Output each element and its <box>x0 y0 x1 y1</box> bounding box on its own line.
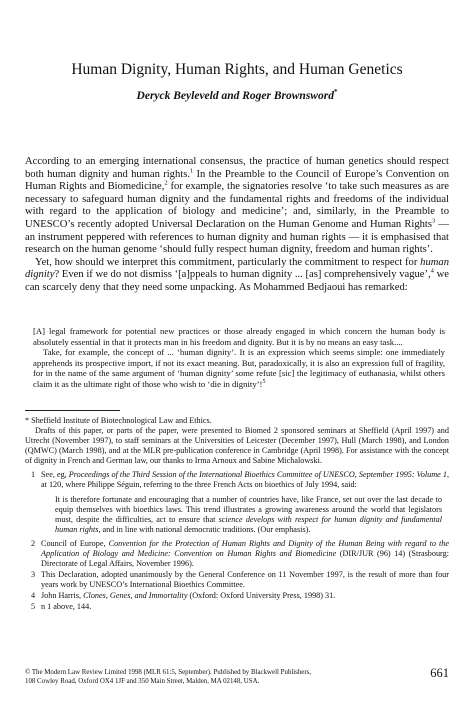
footnote-3 <box>25 570 449 590</box>
footnote-ref: 3 <box>432 217 436 225</box>
footnote-2 <box>25 539 449 569</box>
article-authors <box>0 88 474 102</box>
body-text: — an instrument peppered with references to human dignity and human rights — it is emphasised that research on the human genome ‘should fully respect human dignity, freedom and human rights’. <box>25 218 449 256</box>
publisher-address: 108 Cowley Road, Oxford OX4 1JF and 350 Main Street, Malden, MA 02148, USA. <box>25 677 260 685</box>
footnote-ref: 2 <box>164 179 168 187</box>
footnote-fragment: (Oxford: Oxford University Press, 1998) 31. <box>187 591 336 600</box>
footnote-number: 4 <box>30 591 36 600</box>
footnote-fragment: See, eg, <box>41 470 69 479</box>
body-emphasis: human dignity <box>25 256 449 281</box>
footnote-number: 5 <box>30 602 36 611</box>
author-names: Deryck Beyleveld and Roger Brownsword <box>136 89 334 102</box>
footnote-1-quote <box>55 495 442 535</box>
drafts-note: Drafts of this paper, or parts of the paper, were presented to Biomed 2 sponsored seminars at Sheffield (April 1997) and Utrecht (November 1997), to staff seminars at the Universities of Leicester (December 1997), Hull (March 1998), and London (QMWC) (March 1998), and at the MLR pre-publication conference in Cambridge (April 1998). For assistance with the concept of dignity in French and German law, our thanks to Irma Arnoux and Sabine Michalowski. <box>25 426 449 465</box>
footnote-ref: 1 <box>189 167 194 175</box>
footnote-fragment: , and in line with national democratic traditions. (Our emphasis). <box>98 525 311 534</box>
footnote-ref: 4 <box>430 267 434 275</box>
footnote-emphasis: Clones, Genes, and Immortality <box>83 591 188 600</box>
body-text: According to an emerging international consensus, the practice of human genetics should respect both human dignity and human rights. <box>25 156 449 180</box>
body-text: ? Even if we do not dismiss ‘[a]ppeals to human dignity ... [as] comprehensively vague’, <box>54 269 431 281</box>
footnote-fragment: It is therefore fortunate and encouraging that a number of countries have, like France, set out over the last decade to equip themselves with bioethics laws. This trend illustrates a growing awareness around the world that legislators must, despite the difficulties, act to ensure that <box>55 495 442 524</box>
footnote-text: n 1 above, 144. <box>41 602 92 611</box>
footnote-number: 3 <box>30 570 36 579</box>
quote-text: Take, for example, the concept of ... ‘human dignity’. It is an expression which seems simple: one immediately apprehends its prospective import, if not its exact meaning. But, paradoxically, it is also an expression full of fragility, for in the name of the same argument of ‘human dignity’ some refute [sic] the legitimacy of euthanasia, whilst others claim it as the ultimate right of those who wish to ‘die in dignity’! <box>33 347 445 389</box>
footnote-fragment: (DIR/JUR (96) 14) (Strasbourg: Directorate of Legal Affairs, November 1996). <box>41 549 449 568</box>
footnote-number: 2 <box>30 539 36 548</box>
footnote-text <box>41 591 449 601</box>
footnote-emphasis: science develops with respect for human dignity and fundamental human rights <box>55 515 442 534</box>
footnote-emphasis: Proceedings of the Third Session of the International Bioethics Committee of UNESCO, September 1995: Volume 1 <box>68 470 447 479</box>
quote-paragraph <box>33 347 445 389</box>
body-text: we can scarcely deny that they need some unpacking. As Mohammed Bedjaoui has remarked: <box>25 269 449 293</box>
footnote-5 <box>25 602 449 612</box>
body-paragraph <box>25 156 449 257</box>
affiliation-note: * Sheffield Institute of Biotechnological Law and Ethics. <box>25 416 212 425</box>
footnote-divider <box>25 410 120 411</box>
block-quote <box>33 326 445 390</box>
footnote-4 <box>25 591 449 601</box>
footnote-text <box>41 539 449 569</box>
author-footnote-mark: * <box>333 88 338 96</box>
article-title: Human Dignity, Human Rights, and Human Genetics <box>71 61 403 78</box>
article-body <box>25 156 449 295</box>
footnote-fragment: Council of Europe, <box>41 539 109 548</box>
page-number: 661 <box>430 666 449 680</box>
footnote-fragment: , at 120, where Philippe Séguin, referring to the three French Acts on bioethics of July 1994, said: <box>41 470 449 489</box>
footnote-text <box>41 470 449 490</box>
copyright-line: © The Modern Law Review Limited 1998 (MLR 61:5, September). Published by Blackwell Publishers, <box>25 669 312 676</box>
footnote-number: 1 <box>30 470 36 479</box>
footnotes <box>25 416 449 612</box>
footnote-text: This Declaration, adopted unanimously by the General Conference on 11 November 1997, is the result of more than four years work by UNESCO’s International Bioethics Committee. <box>41 570 449 589</box>
body-text: In the Preamble to the Council of Europe’s Convention on Human Rights and Biomedicine, <box>25 168 450 193</box>
footnote-emphasis: Convention for the Protection of Human Rights and Dignity of the Human Being with regard to the Application of Biology and Medicine: Convention on Human Rights and Biomedicine <box>41 539 450 558</box>
footnote-fragment: John Harris, <box>41 591 84 600</box>
body-paragraph <box>25 257 449 295</box>
copyright-footer <box>25 669 449 686</box>
footnote-ref: 5 <box>262 379 266 386</box>
body-text: for example, the signatories resolve ‘to take such measures as are necessary to safeguard human dignity and the fundamental rights and freedoms of the individual with regard to the application of biology and medicine’; and, similarly, in the Preamble to UNESCO’s recently adopted Universal Declaration on the Human Genome and Human Rights <box>25 181 449 230</box>
quote-paragraph: [A] legal framework for potential new practices or those already engaged in which concern the human body is absolutely essential in that it protects man in his freedom and dignity. But it is by no means an easy task.... <box>33 326 445 347</box>
footnote-1 <box>25 470 449 490</box>
body-text: Yet, how should we interpret this commitment, particularly the commitment to respect for <box>35 256 421 268</box>
